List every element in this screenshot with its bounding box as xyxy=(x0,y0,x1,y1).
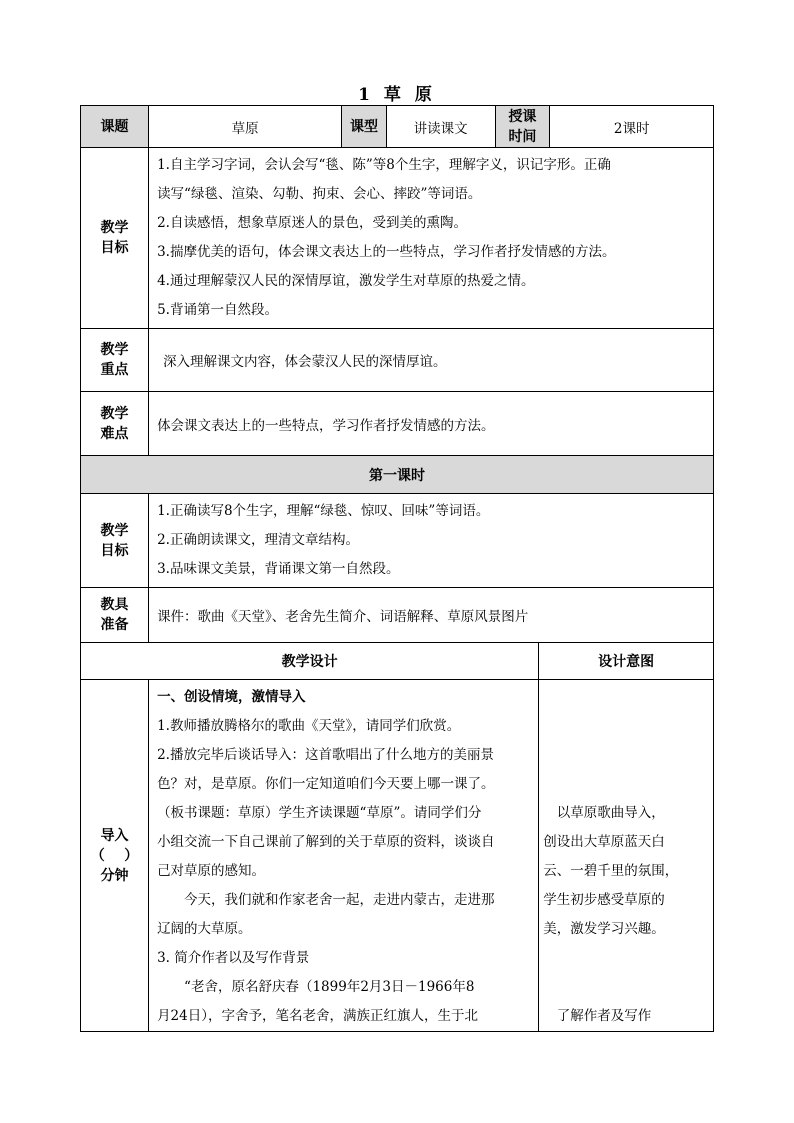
key-point-label-line-2: 重点 xyxy=(100,362,129,378)
design-line: （板书课题：草原）学生齐读课题“草原”。请同学们分 xyxy=(157,805,482,821)
intent-bottom-line: 了解作者及写作 xyxy=(543,1008,652,1024)
design-content-row xyxy=(81,680,714,1032)
key-point-label xyxy=(81,329,149,392)
design-line: 小组交流一下自己课前了解到的关于草原的资料，谈谈自 xyxy=(157,834,495,850)
lesson1-heading-row xyxy=(81,456,714,494)
prep-row xyxy=(81,588,714,643)
goal-line: 读写“绿毯、渲染、勾勒、拘束、会心、摔跤”等词语。 xyxy=(157,186,482,202)
goals-row xyxy=(81,148,714,329)
design-line: 辽阔的大草原。 xyxy=(157,921,252,937)
design-line: 己对草原的感知。 xyxy=(157,863,266,879)
time-label-line-1: 授课 xyxy=(508,108,537,125)
lesson1-goals-content xyxy=(149,494,714,588)
design-line: 月24日），字舍予，笔名老舍，满族正红旗人，生于北 xyxy=(157,1008,478,1024)
intent-line: 以草原歌曲导入， xyxy=(543,805,665,821)
subject-value: 草原 xyxy=(149,106,342,148)
document-title: 1 草 原 xyxy=(358,85,436,105)
difficulty-row xyxy=(81,392,714,456)
prep-text: 课件：歌曲《天堂》、老舍先生简介、词语解释、草原风景图片 xyxy=(149,588,714,643)
key-point-text: 深入理解课文内容，体会蒙汉人民的深情厚谊。 xyxy=(149,329,714,392)
design-intent xyxy=(539,680,714,1032)
subject-label: 课题 xyxy=(81,106,149,148)
design-line: 3. 简介作者以及写作背景 xyxy=(157,950,310,966)
design-line: 今天，我们就和作家老舍一起，走进内蒙古，走进那 xyxy=(157,892,495,908)
lesson1-heading: 第一课时 xyxy=(81,456,714,494)
design-line: 2.播放完毕后谈话导入：这首歌唱出了什么地方的美丽景 xyxy=(157,747,494,763)
goal-line: 1.自主学习字词，会认会写“毯、陈”等8个生字，理解字义，识记字形。正确 xyxy=(157,157,611,173)
intent-line: 创设出大草原蓝天白 xyxy=(543,834,665,850)
lesson1-goals-row xyxy=(81,494,714,588)
lesson1-goals-label-line-2: 目标 xyxy=(100,542,129,559)
goals-label xyxy=(81,148,149,329)
goals-label-line-1: 教学 xyxy=(100,220,129,236)
lesson1-goal-line: 3.品味课文美景，背诵课文第一自然段。 xyxy=(157,561,400,577)
goals-label-line-2: 目标 xyxy=(100,240,129,256)
goal-line: 5.背诵第一自然段。 xyxy=(157,302,278,318)
lesson1-goal-line: 1.正确读写8个生字，理解“绿毯、惊叹、回味”等词语。 xyxy=(157,503,490,519)
design-content xyxy=(149,680,539,1032)
header-row xyxy=(81,106,714,148)
design-line: “老舍，原名舒庆春（1899年2月3日－1966年8 xyxy=(157,979,475,995)
difficulty-label-line-1: 教学 xyxy=(100,405,129,422)
key-point-label-line-1: 教学 xyxy=(100,342,129,358)
goal-line: 2.自读感悟，想象草原迷人的景色，受到美的熏陶。 xyxy=(157,215,467,231)
lesson1-goals-label-line-1: 教学 xyxy=(100,522,129,539)
design-line: 一、创设情境，激情导入 xyxy=(157,689,306,705)
design-line: 色？对，是草原。你们一定知道咱们今天要上哪一课了。 xyxy=(157,776,495,792)
stage-label xyxy=(81,680,149,1032)
intent-line: 学生初步感受草原的 xyxy=(543,892,665,908)
difficulty-label-line-2: 难点 xyxy=(100,425,129,442)
key-point-row xyxy=(81,329,714,392)
prep-label-line-1: 教具 xyxy=(100,597,129,613)
goal-line: 3.揣摩优美的语句，体会课文表达上的一些特点，学习作者抒发情感的方法。 xyxy=(157,244,616,260)
goal-line: 4.通过理解蒙汉人民的深情厚谊，激发学生对草原的热爱之情。 xyxy=(157,273,535,289)
prep-label-line-2: 准备 xyxy=(100,617,129,633)
design-line: 1.教师播放腾格尔的歌曲《天堂》，请同学们欣赏。 xyxy=(157,718,461,734)
prep-label xyxy=(81,588,149,643)
lesson-plan-table xyxy=(80,105,714,1032)
goals-content xyxy=(149,148,714,329)
lesson1-goal-line: 2.正确朗读课文，理清文章结构。 xyxy=(157,532,359,548)
difficulty-text: 体会课文表达上的一些特点，学习作者抒发情感的方法。 xyxy=(149,392,714,456)
stage-label-line-3: 分钟 xyxy=(100,867,129,884)
stage-label-line-2: （ ） xyxy=(90,847,139,864)
stage-label-line-1: 导入 xyxy=(100,827,129,844)
intent-line: 美，激发学习兴趣。 xyxy=(543,921,665,937)
type-value: 讲读课文 xyxy=(386,106,495,148)
design-col-right: 设计意图 xyxy=(539,643,714,680)
time-label xyxy=(495,106,550,148)
design-header-row xyxy=(81,643,714,680)
type-label: 课型 xyxy=(342,106,387,148)
time-label-line-2: 时间 xyxy=(508,128,537,145)
design-col-left: 教学设计 xyxy=(81,643,539,680)
time-value: 2课时 xyxy=(550,106,714,148)
intent-line: 云、一碧千里的氛围， xyxy=(543,863,679,879)
lesson1-goals-label xyxy=(81,494,149,588)
difficulty-label xyxy=(81,392,149,456)
